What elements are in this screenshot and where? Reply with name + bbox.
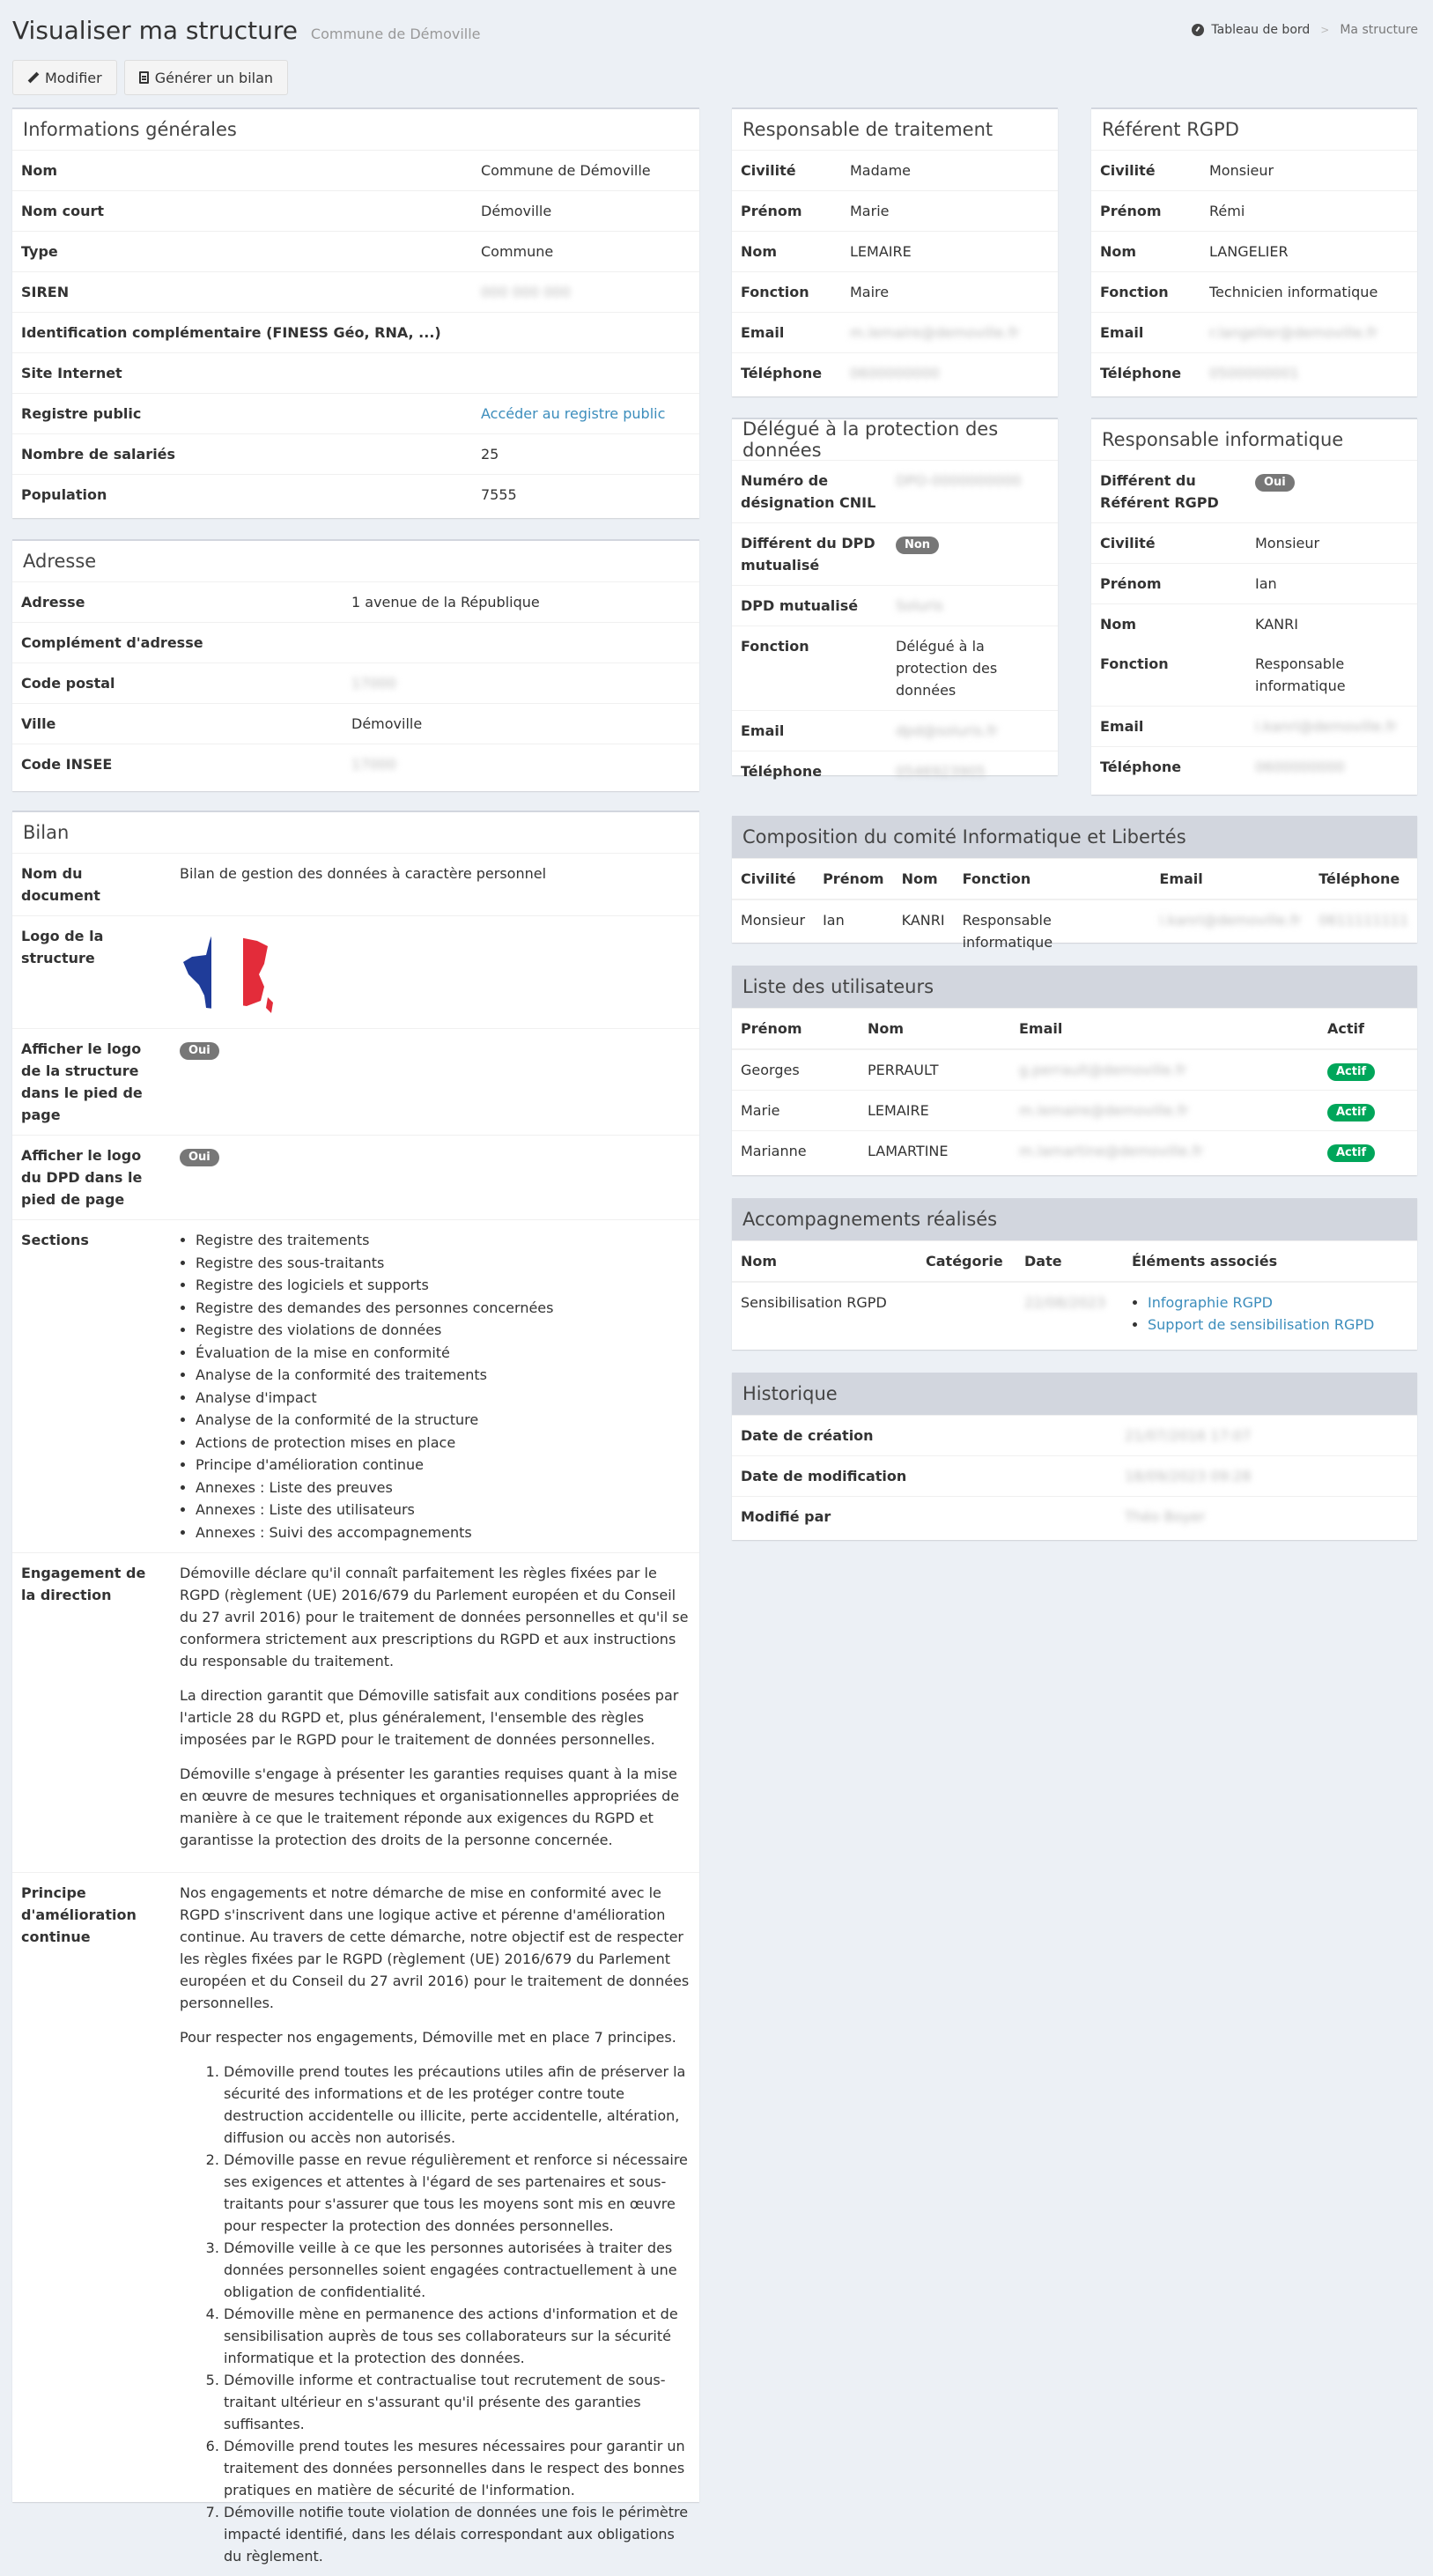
table-cell: Responsable informatique [954,899,1151,962]
bilan-logo-row [12,916,699,1029]
table-cell [1010,1091,1319,1131]
bilan-logo-cell [171,916,699,1029]
address-label: Adresse [12,582,343,623]
principle-paragraph: Nos engagements et notre démarche de mise en conformité avec le RGPD s'inscrivent dans une logique active et pérenne d'amélioration continue. Au travers de cette démarche, notre objectif est de respecter les règles fixées par le RGPD (règlement (UE) 2016/679 du Parlement européen et du Conseil du 27 avril 2016) pour le traitement de données personnelles. [180,1882,691,2014]
address-box [12,539,699,791]
address-label: Code postal [12,663,343,704]
responsable-value: 0600000000 [850,365,940,381]
it-manager-diff-badge: Oui [1255,474,1295,492]
general-info-value-cell [472,272,699,313]
address-value [343,623,699,663]
bilan-doc-value: Bilan de gestion des données à caractère personnel [171,854,699,916]
referent-label: Téléphone [1091,353,1200,394]
list-item: • Registre des sous-traitants [196,1252,691,1275]
dpd-mutualise-badge: Non [896,537,939,554]
table-cell-value: i.kanri@demoville.fr [1159,912,1301,929]
general-info-value: 25 [472,434,699,475]
column-header: Nom [732,1241,917,1282]
address-value-cell [343,663,699,704]
general-info-label: SIREN [12,272,472,313]
general-info-row [12,394,699,434]
responsable-label: Civilité [732,151,841,191]
table-cell: LEMAIRE [859,1091,1010,1131]
bilan-dpd-logo-row [12,1136,699,1220]
table-cell [1150,899,1310,962]
column-header: Téléphone [1310,859,1417,899]
list-item: 7. Démoville notifie toute violation de données une fois le périmètre impacté identifié, dans les délais correspondant aux obligations du règlement. [224,2501,691,2567]
referent-label: Email [1091,313,1200,353]
column-header: Catégorie [917,1241,1016,1282]
general-info-value: 000 000 000 [481,284,571,300]
general-info-value: 7555 [472,475,699,515]
user-email: m.lamartine@demoville.fr [1019,1143,1203,1159]
bilan-engagement-row [12,1553,699,1873]
responsable-row [732,191,1058,232]
it-manager-row [1091,523,1417,564]
list-item: • Annexes : Suivi des accompagnements [196,1521,691,1544]
table-cell [1319,1131,1417,1172]
table-cell: LAMARTINE [859,1131,1010,1172]
referent-value-cell [1200,313,1417,353]
column-header: Actif [1319,1009,1417,1049]
users-table [732,1009,1417,1171]
it-manager-row [1091,564,1417,604]
address-value: 17000 [351,756,396,773]
responsable-label: Nom [732,232,841,272]
edit-button[interactable] [12,60,117,95]
support-title: Accompagnements réalisés [732,1198,1417,1241]
list-item: 4. Démoville mène en permanence des actions d'information et de sensibilisation auprès de tous ses collaborateurs sur la sécurité informatique et la protection des données. [224,2303,691,2369]
list-item: • Annexes : Liste des preuves [196,1477,691,1499]
list-item: • Évaluation de la mise en conformité [196,1342,691,1365]
it-manager-table [1091,461,1417,644]
responsable-label: Prénom [732,191,841,232]
generate-report-button[interactable] [124,60,288,95]
table-cell: Marianne [732,1131,859,1172]
column-header: Email [1010,1009,1319,1049]
engagement-paragraph: Démoville s'engage à présenter les garanties requises quant à la mise en œuvre de mesures techniques et organisationnelles appropriées de manière à ce que le traitement réponde aux exigences du RGPD et garantisse la protection des droits de la personne concernée. [180,1763,691,1851]
general-info-title: Informations générales [12,109,699,151]
general-info-row [12,434,699,475]
address-value: 1 avenue de la République [343,582,699,623]
referent-value: r.langelier@demoville.fr [1209,324,1378,341]
general-info-value: Commune [472,232,699,272]
list-item: • Actions de protection mises en place [196,1432,691,1455]
address-table [12,582,699,784]
address-value-cell [343,744,699,785]
table-cell: Ian [814,899,893,962]
address-row [12,582,699,623]
breadcrumb-current: Ma structure [1340,23,1418,37]
general-info-label: Nom court [12,191,472,232]
responsable-row [732,313,1058,353]
column-header: Éléments associés [1123,1241,1417,1282]
engagement-text [171,1553,699,1873]
responsable-label: Téléphone [732,353,841,394]
responsable-label: Email [732,313,841,353]
dpd-box [732,418,1058,775]
address-label: Code INSEE [12,744,343,785]
history-value-cell [1116,1416,1417,1456]
dpd-cnil-value: DPO-0000000000 [896,472,1022,489]
bilan-footer-logo-row [12,1029,699,1136]
responsable-label: Fonction [732,272,841,313]
referent-table [1091,151,1417,393]
responsable-row [732,232,1058,272]
table-cell [1010,1131,1319,1172]
table-cell [1319,1091,1417,1131]
bilan-principle-row [12,1873,699,2576]
referent-label: Nom [1091,232,1200,272]
it-manager-function-value: Responsable informatique [1246,644,1417,707]
list-item: 1. Démoville prend toutes les précautions utiles afin de préserver la sécurité des informations et de les protéger contre toute destruction accidentelle ou illicite, perte accidentelle, altération, diffusion ou accès non autorisés. [224,2061,691,2149]
general-info-table [12,151,699,514]
sections-list [180,1229,691,1543]
list-item: • Analyse d'impact [196,1387,691,1410]
responsable-value-cell [841,313,1058,353]
principle-paragraph: Pour respecter nos engagements, Démoville met en place 7 principes. [180,2026,691,2048]
history-title: Historique [732,1373,1417,1416]
bilan-sections-label: Sections [12,1220,171,1553]
it-manager-label: Nom [1091,604,1246,645]
referent-label: Prénom [1091,191,1200,232]
status-badge: Actif [1327,1063,1375,1081]
support-category [917,1282,1016,1344]
general-info-value [472,353,699,394]
referent-value: Rémi [1200,191,1417,232]
committee-title: Composition du comité Informatique et Libertés [732,816,1417,859]
history-label: Date de création [732,1416,1116,1456]
list-item [1148,1314,1408,1336]
referent-row [1091,191,1417,232]
general-info-row [12,353,699,394]
history-value: 21/07/2016 17:07 [1125,1427,1251,1444]
history-value-cell [1116,1456,1417,1497]
responsable-table [732,151,1058,393]
table-cell: Georges [732,1049,859,1091]
bilan-dpd-logo-label: Afficher le logo du DPD dans le pied de page [12,1136,171,1220]
it-manager-label: Civilité [1091,523,1246,564]
support-table [732,1241,1417,1344]
list-item: • Registre des traitements [196,1229,691,1252]
breadcrumb-separator: > [1320,24,1329,36]
list-item: 6. Démoville prend toutes les mesures nécessaires pour garantir un traitement des données personnelles dans le respect des bonnes pratiques en matière de sécurité de l'information. [224,2435,691,2501]
table-cell [1319,1049,1417,1091]
bilan-sections-row [12,1220,699,1553]
referent-value: Monsieur [1200,151,1417,191]
it-manager-phone-label: Téléphone [1091,747,1246,788]
committee-table [732,859,1417,962]
referent-value: LANGELIER [1200,232,1417,272]
it-manager-row [1091,604,1417,645]
edit-button-label: Modifier [45,70,102,86]
status-badge: Actif [1327,1104,1375,1121]
general-info-box [12,107,699,518]
responsable-row [732,353,1058,394]
users-box [732,966,1417,1175]
general-info-row [12,151,699,191]
general-info-label: Site Internet [12,353,472,394]
dpd-function-value: Délégué à la protection des données [887,626,1058,711]
bilan-title: Bilan [12,812,699,854]
referent-value-cell [1200,353,1417,394]
list-item [1148,1292,1408,1314]
general-info-label: Type [12,232,472,272]
it-manager-email-label: Email [1091,707,1246,747]
table-cell: Marie [732,1091,859,1131]
history-box [732,1373,1417,1540]
column-header: Fonction [954,859,1151,899]
toolbar [12,60,288,95]
table-cell: KANRI [893,899,954,962]
committee-box [732,816,1417,943]
address-value: Démoville [343,704,699,744]
general-info-label: Identification complémentaire (FINESS Géo, RNA, ...) [12,313,472,353]
history-value-cell [1116,1497,1417,1537]
it-manager-function-label: Fonction [1091,644,1246,707]
general-info-value [472,313,699,353]
general-info-label: Nombre de salariés [12,434,472,475]
dpd-logo-badge: Oui [180,1149,219,1166]
dpd-email-value: dpd@soluris.fr [896,722,998,739]
breadcrumb-dashboard-link[interactable]: Tableau de bord [1211,23,1310,37]
page-title [12,16,481,45]
table-row [732,1049,1417,1091]
it-manager-email-value: i.kanri@demoville.fr [1255,718,1397,735]
responsable-value: LEMAIRE [841,232,1058,272]
principle-text [171,1873,699,2576]
column-header: Prénom [814,859,893,899]
responsable-row [732,151,1058,191]
column-header: Nom [893,859,954,899]
responsable-value: m.lemaire@demoville.fr [850,324,1019,341]
bilan-box [12,811,699,2502]
table-cell: PERRAULT [859,1049,1010,1091]
list-item: • Registre des logiciels et supports [196,1274,691,1297]
address-row [12,663,699,704]
document-icon [139,71,149,84]
history-row [732,1456,1417,1497]
address-row [12,704,699,744]
table-cell-value: 0611111111 [1319,912,1408,929]
dpd-phone-label: Téléphone [732,751,887,792]
referent-value: 0500000001 [1209,365,1299,381]
general-info-label: Population [12,475,472,515]
general-info-value: Démoville [472,191,699,232]
dpd-phone-value: 0546923905 [896,763,986,780]
table-cell: Monsieur [732,899,814,962]
column-header: Email [1150,859,1310,899]
referent-value: Technicien informatique [1200,272,1417,313]
address-row [12,744,699,785]
it-manager-title: Responsable informatique [1091,419,1417,461]
bilan-principle-label: Principe d'amélioration continue [12,1873,171,2576]
user-email: g.perrault@demoville.fr [1019,1062,1186,1078]
breadcrumb [1192,23,1418,37]
list-item: • Analyse de la conformité de la structure [196,1409,691,1432]
referent-title: Référent RGPD [1091,109,1417,151]
general-info-label: Nom [12,151,472,191]
referent-row [1091,313,1417,353]
general-info-label: Registre public [12,394,472,434]
column-header: Prénom [732,1009,859,1049]
engagement-paragraph: La direction garantit que Démoville satisfait aux conditions posées par l'article 28 du RGPD et, plus généralement, l'ensemble des règles imposées par le RGPD pour le traitement de données personnelles. [180,1684,691,1751]
it-manager-diff-label: Différent du Référent RGPD [1091,461,1246,523]
bilan-engagement-label: Engagement de la direction [12,1553,171,1873]
support-box [732,1198,1417,1350]
associated-element-link[interactable]: Support de sensibilisation RGPD [1148,1316,1374,1333]
column-header: Nom [859,1009,1010,1049]
history-row [732,1497,1417,1537]
list-item: 3. Démoville veille à ce que les personnes autorisées à traiter des données personnelles soient engagées contractuellement à une obligation de confidentialité. [224,2237,691,2303]
referent-row [1091,272,1417,313]
table-row [732,1131,1417,1172]
support-date: 22/08/2023 [1024,1294,1105,1311]
bilan-doc-label: Nom du document [12,854,171,916]
column-header: Civilité [732,859,814,899]
table-row [732,1282,1417,1344]
general-info-value: Commune de Démoville [472,151,699,191]
generate-report-label: Générer un bilan [155,70,273,86]
page-title-text: Visualiser ma structure [12,16,298,45]
general-info-row [12,191,699,232]
page-subtitle: Commune de Démoville [311,26,481,42]
general-info-row [12,232,699,272]
footer-logo-badge: Oui [180,1042,219,1060]
dpd-name-label: DPD mutualisé [732,586,887,626]
address-title: Adresse [12,541,699,582]
table-row [732,1091,1417,1131]
history-label: Modifié par [732,1497,1116,1537]
page-header [12,12,1418,48]
general-info-row [12,272,699,313]
responsable-row [732,272,1058,313]
dpd-email-label: Email [732,711,887,751]
history-label: Date de modification [732,1456,1116,1497]
responsable-value-cell [841,353,1058,394]
it-manager-phone-value: 0600000000 [1255,759,1345,775]
french-flag-map [180,925,277,1013]
general-info-row [12,475,699,515]
general-info-row [12,313,699,353]
list-item: 2. Démoville passe en revue régulièrement et renforce si nécessaire ses exigences et attentes à l'égard de ses partenaires et sous-traitants pour s'assurer que tous les moyens sont mis en œuvre pour respecter la protection des données personnelles. [224,2149,691,2237]
referent-box [1091,107,1417,396]
referent-label: Fonction [1091,272,1200,313]
column-header: Date [1016,1241,1123,1282]
list-item: • Analyse de la conformité des traitements [196,1364,691,1387]
responsable-box [732,107,1058,396]
users-title: Liste des utilisateurs [732,966,1417,1009]
history-value: 18/09/2023 09:28 [1125,1468,1251,1484]
dpd-name-value: Soluris [896,597,943,614]
dashboard-icon [1192,24,1204,36]
history-row [732,1416,1417,1456]
it-manager-value: KANRI [1246,604,1417,645]
support-items [1132,1292,1408,1336]
responsable-value: Marie [841,191,1058,232]
status-badge: Actif [1327,1144,1375,1162]
address-row [12,623,699,663]
responsable-value: Madame [841,151,1058,191]
engagement-paragraph: Démoville déclare qu'il connaît parfaitement les règles fixées par le RGPD (règlement (UE) 2016/679 du Parlement européen et du Conseil du 27 avril 2016) pour le traitement de données personnelles et qu'il se conformera strictement aux prescriptions du RGPD et aux instructions du responsable du traitement. [180,1562,691,1672]
list-item: • Principe d'amélioration continue [196,1454,691,1477]
referent-label: Civilité [1091,151,1200,191]
dpd-cnil-label: Numéro de désignation CNIL [732,461,887,523]
general-info-value-cell [472,394,699,434]
support-name: Sensibilisation RGPD [732,1282,917,1344]
bilan-doc-row [12,854,699,916]
pencil-icon [27,72,39,84]
bilan-footer-logo-label: Afficher le logo de la structure dans le pied de page [12,1029,171,1136]
referent-row [1091,151,1417,191]
public-register-link[interactable]: Accéder au registre public [481,405,665,422]
bilan-logo-label: Logo de la structure [12,916,171,1029]
address-value: 17000 [351,675,396,692]
associated-element-link[interactable]: Infographie RGPD [1148,1294,1273,1311]
list-item: • Annexes : Liste des utilisateurs [196,1499,691,1521]
it-manager-label: Prénom [1091,564,1246,604]
principles-list [180,2061,691,2567]
it-manager-box [1091,418,1417,795]
list-item: 5. Démoville informe et contractualise tout recrutement de sous-traitant ultérieur en s'assurant qu'il présente des garanties suffisantes. [224,2369,691,2435]
it-manager-value: Ian [1246,564,1417,604]
history-value: Théo Boyer [1125,1508,1205,1525]
address-label: Complément d'adresse [12,623,343,663]
dpd-title: Délégué à la protection des données [732,419,1058,461]
list-item: • Registre des demandes des personnes concernées [196,1297,691,1320]
list-item: • Registre des violations de données [196,1319,691,1342]
responsable-title: Responsable de traitement [732,109,1058,151]
table-cell [1010,1049,1319,1091]
address-label: Ville [12,704,343,744]
referent-row [1091,353,1417,394]
it-manager-value: Monsieur [1246,523,1417,564]
dpd-mutualise-label: Différent du DPD mutualisé [732,523,887,586]
user-email: m.lemaire@demoville.fr [1019,1102,1188,1119]
table-row [732,899,1417,962]
table-cell [1310,899,1417,962]
history-table [732,1416,1417,1536]
responsable-value: Maire [841,272,1058,313]
referent-row [1091,232,1417,272]
dpd-function-label: Fonction [732,626,887,711]
